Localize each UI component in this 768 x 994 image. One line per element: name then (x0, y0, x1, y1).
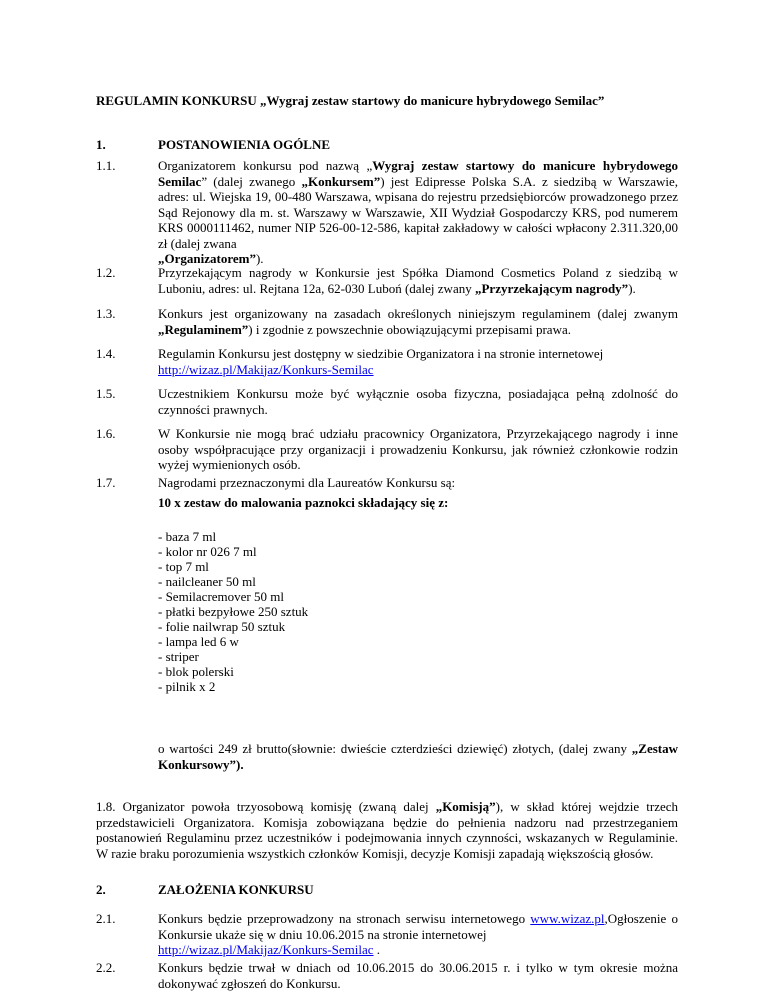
clause-2-1-text-c: . (373, 942, 381, 957)
clause-2-2: Konkurs będzie trwał w dniach od 10.06.2015 do 30.06.2015 r. i tylko w tym okresie można dokonywać zgłoszeń do Konkursu. (158, 960, 678, 991)
list-item: - kolor nr 026 7 ml (158, 544, 257, 559)
list-item: - pilnik x 2 (158, 679, 216, 694)
clause-1-1-text-a: Organizatorem konkursu pod nazwą „ (158, 158, 373, 173)
term-przyrzekajacy: „Przyrzekającym nagrody” (474, 280, 629, 296)
document-title: REGULAMIN KONKURSU „Wygraj zestaw startowy do manicure hybrydowego Semilac” (96, 93, 605, 108)
clause-2-1-text-a: Konkurs będzie przeprowadzony na stronach serwisu internetowego (158, 911, 531, 926)
term-komisja: „Komisją” (435, 799, 496, 814)
clause-1-6: W Konkursie nie mogą brać udziału pracownicy Organizatora, Przyrzekającego nagrody i inne osoby współpracujące przy organizacji i prowadzeniu Konkursu, jak również członkowie rodzin wyżej wymienionych osób. (158, 426, 678, 472)
clause-1-1-text-c: ) jest Edipresse Polska S.A. z siedzibą w Warszawie, adres: ul. Wiejska 19, 00-480 Warszawa, wpisana do rejestru przedsiębiorców prowadzonego przez Sąd Rejonowy dla m. st. Warszawy w Warszawie, XII Wydział Gospodarczy KRS, pod numerem KRS 0000111462, numer NIP 526-00-12-586, kapitał zakładowy w całości wpłacony 2.311.320,00 zł (dalej zwana (158, 173, 678, 251)
clause-1-2 (158, 265, 678, 296)
term-konkurs: „Konkursem” (301, 173, 381, 189)
clause-2-2-number: 2.2. (96, 960, 116, 975)
section-1-heading: POSTANOWIENIA OGÓLNE (158, 137, 331, 152)
clause-1-8-number: 1.8. (96, 799, 116, 814)
prize-value (158, 741, 678, 772)
list-item: - lampa led 6 w (158, 634, 239, 649)
term-regulamin: „Regulaminem” (158, 321, 249, 337)
prize-items-list (158, 529, 308, 694)
clause-1-6-number: 1.6. (96, 426, 116, 441)
clause-1-3-text-b: ) i zgodnie z powszechnie obowiązującymi przepisami prawa. (248, 321, 571, 337)
prize-title: 10 x zestaw do malowania paznokci składający się z: (158, 495, 449, 510)
wizaz-link[interactable]: www.wizaz.pl (530, 911, 605, 926)
list-item: - baza 7 ml (158, 529, 217, 544)
clause-1-1 (158, 158, 678, 267)
clause-1-8-text-a: Organizator powoła trzyosobową komisję (zwaną dalej (122, 799, 436, 814)
clause-1-5-number: 1.5. (96, 386, 116, 401)
regulamin-link[interactable]: http://wizaz.pl/Makijaz/Konkurs-Semilac (158, 361, 374, 377)
clause-1-3-number: 1.3. (96, 306, 116, 321)
prize-value-text: o wartości 249 zł brutto(słownie: dwieście czterdzieści dziewięć) złotych, (dalej zwany (158, 741, 632, 756)
clause-1-7: Nagrodami przeznaczonymi dla Laureatów Konkursu są: (158, 475, 456, 490)
list-item: - blok polerski (158, 664, 234, 679)
clause-1-5: Uczestnikiem Konkursu może być wyłącznie osoba fizyczna, posiadająca pełną zdolność do czynności prawnych. (158, 386, 678, 417)
clause-1-1-text-d: ). (255, 251, 264, 266)
list-item: - striper (158, 649, 199, 664)
clause-1-3 (158, 306, 678, 337)
clause-1-8 (96, 799, 678, 861)
clause-2-1 (158, 911, 678, 958)
konkurs-link[interactable]: http://wizaz.pl/Makijaz/Konkurs-Semilac (158, 942, 374, 957)
clause-1-1-text-b: ” (dalej zwanego (201, 173, 302, 189)
clause-1-4-text: Regulamin Konkursu jest dostępny w siedzibie Organizatora i na stronie internetowej (158, 346, 604, 361)
contest-name: Wygraj zestaw startowy do manicure hybrydowego Semilac (158, 158, 678, 189)
clause-1-2-text-b: ). (628, 280, 636, 296)
list-item: - nailcleaner 50 ml (158, 574, 256, 589)
clause-1-1-number: 1.1. (96, 158, 116, 173)
clause-2-1-text-b: ,Ogłoszenie o Konkursie ukaże się w dniu 10.06.2015 na stronie internetowej (158, 911, 679, 942)
clause-1-7-number: 1.7. (96, 475, 116, 490)
clause-1-2-number: 1.2. (96, 265, 116, 280)
clause-1-3-text-a: Konkurs jest organizowany na zasadach określonych niniejszym regulaminem (dalej zwanym (158, 306, 678, 321)
section-2-heading: ZAŁOŻENIA KONKURSU (158, 882, 314, 897)
clause-1-2-text-a: Przyrzekającym nagrody w Konkursie jest Spółka Diamond Cosmetics Poland z siedzibą w Luboniu, adres: ul. Rejtana 12a, 62-030 Luboń (dalej zwany (158, 265, 678, 296)
list-item: - folie nailwrap 50 sztuk (158, 619, 286, 634)
section-1-number: 1. (96, 137, 106, 152)
clause-1-4-number: 1.4. (96, 346, 116, 361)
clause-1-4 (158, 346, 678, 377)
section-2-number: 2. (96, 882, 106, 897)
list-item: - Semilacremover 50 ml (158, 589, 284, 604)
list-item: - top 7 ml (158, 559, 209, 574)
term-organizator: „Organizatorem” (158, 251, 256, 266)
term-zestaw-konkursowy: „Zestaw Konkursowy”). (158, 741, 678, 772)
clause-1-8-text-b: ), w skład której wejdzie trzech przedstawicieli Organizatora. Komisja zobowiązana będzie do pełnienia nadzoru nad przestrzeganiem postanowień Regulaminu przez uczestników i podejmowania innych czynności, wskazanych w Regulaminie. W razie braku porozumienia wszystkich członków Komisji, decyzje Komisji zapadają większością głosów. (96, 799, 679, 861)
clause-2-1-number: 2.1. (96, 911, 116, 926)
list-item: - płatki bezpyłowe 250 sztuk (158, 604, 309, 619)
